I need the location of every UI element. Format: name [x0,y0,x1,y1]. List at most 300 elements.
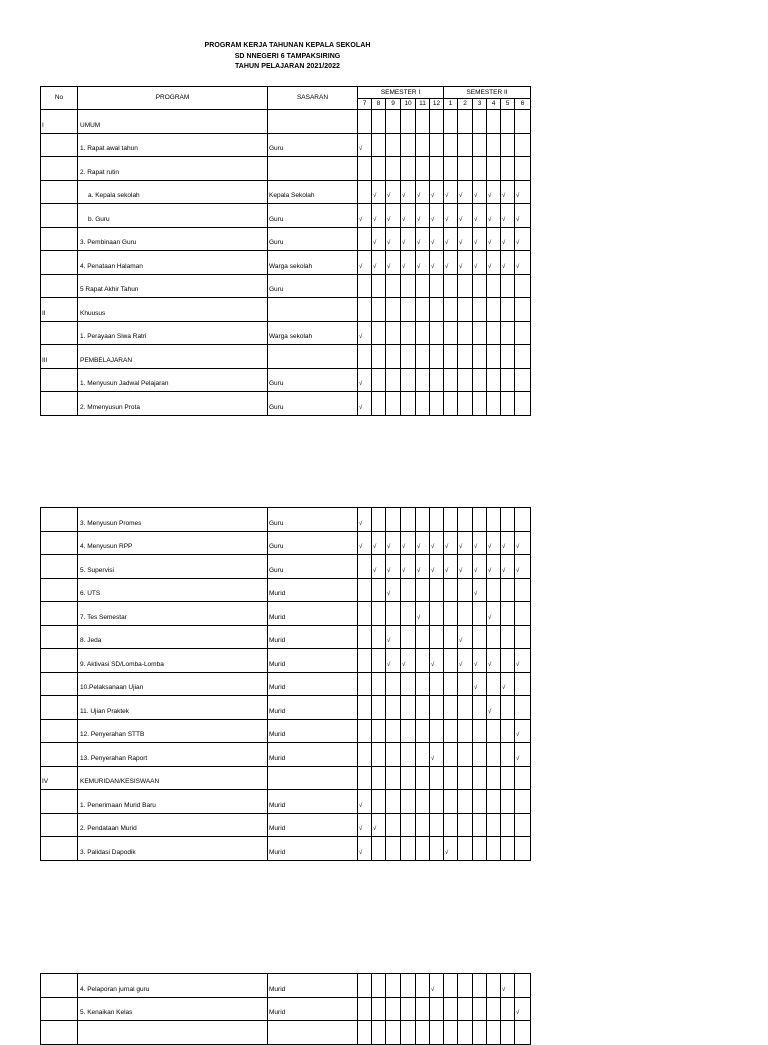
month-cell [416,368,430,392]
table-row [41,227,531,251]
month-cell [416,508,430,532]
month-cell [430,274,444,298]
target-group: Guru [268,508,358,532]
program-name: 10.Pelaksanaan Ujian [78,672,268,696]
target-group [268,345,358,369]
table-row [41,180,531,204]
month-cell [473,508,487,532]
month-cell [416,997,430,1021]
month-cell [501,368,515,392]
month-cell [430,368,444,392]
month-check-mark: √ [386,578,401,602]
month-cell [430,602,444,626]
month-cell [458,157,473,181]
month-check-mark: √ [515,997,531,1021]
month-cell [430,1021,444,1045]
program-name: 6. UTS [78,578,268,602]
month-cell [458,321,473,345]
month-check-mark: √ [458,649,473,673]
month-check-mark: √ [372,813,386,837]
month-cell [444,625,458,649]
month-cell [372,392,386,416]
month-cell [401,578,416,602]
program-name: 3. Menyusun Promes [78,508,268,532]
month-cell [358,1021,372,1045]
month-cell [487,321,501,345]
month-cell [473,392,487,416]
target-group: Guru [268,392,358,416]
month-cell [458,602,473,626]
month-cell [444,110,458,134]
month-check-mark: √ [416,555,430,579]
header-month: 10 [401,99,416,110]
month-cell [372,837,386,861]
table-row [41,368,531,392]
month-cell [515,274,531,298]
table-row [41,625,531,649]
month-cell [386,837,401,861]
month-cell [372,345,386,369]
program-name: 1. Menyusun Jadwal Pelajaran [78,368,268,392]
month-check-mark: √ [444,555,458,579]
month-check-mark: √ [444,180,458,204]
row-number [41,274,78,298]
month-cell [487,719,501,743]
month-cell [416,321,430,345]
table-row [41,157,531,181]
month-cell [487,110,501,134]
month-cell [358,672,372,696]
month-cell [487,133,501,157]
month-cell [401,345,416,369]
month-cell [515,368,531,392]
month-cell [473,625,487,649]
month-cell [401,837,416,861]
month-cell [458,743,473,767]
month-cell [444,790,458,814]
month-cell [358,719,372,743]
month-check-mark: √ [501,531,515,555]
month-check-mark: √ [372,180,386,204]
row-number [41,719,78,743]
month-cell [386,392,401,416]
month-cell [515,345,531,369]
month-cell [458,368,473,392]
month-check-mark: √ [473,251,487,275]
month-cell [473,345,487,369]
program-name: 3. Palidasi Dapodik [78,837,268,861]
month-cell [487,997,501,1021]
month-cell [430,813,444,837]
month-cell [458,837,473,861]
table-row [41,251,531,275]
target-group: Murid [268,696,358,720]
month-check-mark: √ [487,555,501,579]
month-cell [487,508,501,532]
month-cell [372,508,386,532]
month-check-mark: √ [458,625,473,649]
month-cell [401,602,416,626]
month-cell [501,392,515,416]
month-cell [515,1021,531,1045]
month-cell [416,719,430,743]
month-cell [401,813,416,837]
target-group: Murid [268,997,358,1021]
month-cell [386,345,401,369]
row-number: III [41,345,78,369]
month-check-mark: √ [515,531,531,555]
month-check-mark: √ [487,180,501,204]
header-month: 2 [458,99,473,110]
month-cell [401,974,416,998]
target-group: Murid [268,578,358,602]
month-cell [473,602,487,626]
month-cell [444,133,458,157]
month-cell [416,1021,430,1045]
month-cell [372,997,386,1021]
table-row [41,997,531,1021]
month-cell [444,345,458,369]
month-check-mark: √ [358,790,372,814]
header-month: 12 [430,99,444,110]
month-cell [386,719,401,743]
month-cell [515,321,531,345]
document-titles [40,41,535,73]
header-month: 9 [386,99,401,110]
month-cell [386,1021,401,1045]
month-check-mark: √ [386,555,401,579]
month-cell [416,578,430,602]
table-row [41,649,531,673]
month-cell [416,157,430,181]
month-cell [501,997,515,1021]
month-check-mark: √ [458,227,473,251]
table-row [41,274,531,298]
row-number [41,743,78,767]
month-check-mark: √ [416,204,430,228]
month-check-mark: √ [372,251,386,275]
month-check-mark: √ [487,602,501,626]
month-cell [515,578,531,602]
target-group [268,157,358,181]
target-group: Warga sekolah [268,251,358,275]
month-cell [401,392,416,416]
month-cell [386,368,401,392]
target-group: Guru [268,227,358,251]
month-cell [444,672,458,696]
month-cell [372,578,386,602]
month-cell [487,837,501,861]
month-check-mark: √ [458,251,473,275]
month-check-mark: √ [515,649,531,673]
table-row [41,298,531,322]
month-cell [401,766,416,790]
month-check-mark: √ [358,813,372,837]
row-number [41,696,78,720]
month-cell [416,625,430,649]
month-cell [458,813,473,837]
month-check-mark: √ [473,204,487,228]
header-month: 3 [473,99,487,110]
header-semester-2: SEMESTER II [444,87,531,99]
program-table-page-2 [40,507,531,861]
month-cell [430,345,444,369]
month-cell [444,602,458,626]
month-cell [515,298,531,322]
table-row [41,133,531,157]
month-cell [386,790,401,814]
month-cell [444,766,458,790]
month-check-mark: √ [515,180,531,204]
month-cell [358,997,372,1021]
month-cell [487,974,501,998]
month-cell [416,974,430,998]
row-number [41,204,78,228]
header-no: No [41,87,78,110]
month-cell [430,392,444,416]
row-number [41,508,78,532]
month-check-mark: √ [358,837,372,861]
month-cell [444,997,458,1021]
month-cell [372,1021,386,1045]
month-cell [473,1021,487,1045]
month-cell [401,368,416,392]
month-cell [501,133,515,157]
month-check-mark: √ [430,531,444,555]
header-month: 8 [372,99,386,110]
program-name: 5. Supervisi [78,555,268,579]
month-check-mark: √ [401,227,416,251]
month-cell [358,696,372,720]
month-check-mark: √ [358,204,372,228]
program-name: a. Kepala sekolah [78,180,268,204]
month-cell [458,719,473,743]
row-number: IV [41,766,78,790]
month-cell [515,766,531,790]
month-cell [501,578,515,602]
target-group: Guru [268,555,358,579]
header-semester-1: SEMESTER I [358,87,444,99]
month-cell [386,672,401,696]
month-cell [386,133,401,157]
program-name: 1. Penerimaan Murid Baru [78,790,268,814]
month-cell [372,743,386,767]
month-cell [372,766,386,790]
month-cell [401,274,416,298]
month-check-mark: √ [501,974,515,998]
month-cell [501,508,515,532]
program-name: 3. Pembinaan Guru [78,227,268,251]
target-group [268,1021,358,1045]
month-cell [487,625,501,649]
month-check-mark: √ [372,204,386,228]
target-group: Warga sekolah [268,321,358,345]
month-cell [358,274,372,298]
month-cell [444,578,458,602]
month-cell [444,974,458,998]
month-cell [487,790,501,814]
month-check-mark: √ [501,555,515,579]
program-name: 2. Pendataan Murid [78,813,268,837]
month-cell [401,110,416,134]
month-cell [386,743,401,767]
month-cell [401,696,416,720]
target-group: Guru [268,133,358,157]
table-row [41,578,531,602]
month-check-mark: √ [401,531,416,555]
month-cell [487,578,501,602]
month-cell [358,602,372,626]
month-cell [501,813,515,837]
month-check-mark: √ [501,227,515,251]
program-name: 11. Ujian Praktek [78,696,268,720]
program-name: b. Guru [78,204,268,228]
month-cell [358,649,372,673]
month-cell [501,649,515,673]
table-row [41,837,531,861]
month-check-mark: √ [444,227,458,251]
row-number [41,672,78,696]
month-check-mark: √ [416,531,430,555]
month-cell [444,392,458,416]
month-check-mark: √ [473,672,487,696]
month-cell [386,157,401,181]
month-cell [473,696,487,720]
month-cell [416,298,430,322]
month-cell [386,602,401,626]
month-check-mark: √ [372,531,386,555]
month-check-mark: √ [430,555,444,579]
target-group: Murid [268,790,358,814]
row-number [41,227,78,251]
month-cell [501,1021,515,1045]
month-cell [372,110,386,134]
month-cell [487,743,501,767]
month-cell [473,321,487,345]
program-name: 9. Aktivasi SD/Lomba-Lomba [78,649,268,673]
month-cell [515,625,531,649]
month-cell [501,837,515,861]
month-check-mark: √ [430,204,444,228]
month-cell [515,602,531,626]
header-month: 7 [358,99,372,110]
target-group: Murid [268,602,358,626]
month-check-mark: √ [358,531,372,555]
month-check-mark: √ [515,204,531,228]
table-row [41,555,531,579]
month-cell [501,766,515,790]
month-cell [473,719,487,743]
month-cell [386,813,401,837]
month-cell [401,508,416,532]
month-cell [372,649,386,673]
month-cell [416,672,430,696]
month-cell [473,157,487,181]
table-row [41,719,531,743]
month-cell [444,157,458,181]
month-check-mark: √ [386,251,401,275]
month-cell [501,790,515,814]
month-cell [401,1021,416,1045]
month-check-mark: √ [358,368,372,392]
month-cell [416,790,430,814]
school-year: TAHUN PELAJARAN 2021/2022 [235,63,340,70]
table-row [41,813,531,837]
target-group: Murid [268,672,358,696]
month-cell [473,997,487,1021]
month-cell [386,508,401,532]
month-cell [487,274,501,298]
month-cell [458,274,473,298]
month-check-mark: √ [458,555,473,579]
month-cell [386,766,401,790]
month-cell [358,974,372,998]
month-check-mark: √ [430,251,444,275]
month-cell [416,696,430,720]
month-check-mark: √ [358,392,372,416]
table-row [41,696,531,720]
month-check-mark: √ [487,204,501,228]
program-name: 13. Penyerahan Raport [78,743,268,767]
month-cell [372,602,386,626]
month-cell [358,578,372,602]
month-cell [372,719,386,743]
target-group: Guru [268,204,358,228]
month-cell [430,625,444,649]
table-row [41,974,531,998]
month-check-mark: √ [430,974,444,998]
month-cell [501,602,515,626]
table-row [41,392,531,416]
month-cell [372,157,386,181]
month-cell [515,974,531,998]
program-name: 1. Rapat awal tahun [78,133,268,157]
month-check-mark: √ [386,180,401,204]
program-table-page-3 [40,973,531,1045]
month-cell [416,274,430,298]
program-name: 5. Kenaikan Kelas [78,997,268,1021]
row-number [41,531,78,555]
row-number [41,997,78,1021]
month-cell [473,766,487,790]
doc-title: PROGRAM KERJA TAHUNAN KEPALA SEKOLAH [204,42,371,49]
month-cell [358,110,372,134]
table-row [41,508,531,532]
month-cell [401,719,416,743]
month-check-mark: √ [416,602,430,626]
month-cell [458,578,473,602]
month-cell [473,837,487,861]
program-name: KEMURIDAN/KESISWAAN [78,766,268,790]
month-cell [515,813,531,837]
month-check-mark: √ [444,531,458,555]
table-row [41,531,531,555]
row-number [41,392,78,416]
month-cell [386,997,401,1021]
month-cell [430,672,444,696]
month-cell [372,133,386,157]
month-cell [458,672,473,696]
target-group: Murid [268,813,358,837]
month-cell [372,274,386,298]
month-cell [458,974,473,998]
month-cell [501,157,515,181]
month-check-mark: √ [401,555,416,579]
row-number: I [41,110,78,134]
program-name: Khuusus [78,298,268,322]
month-check-mark: √ [458,204,473,228]
month-cell [416,392,430,416]
